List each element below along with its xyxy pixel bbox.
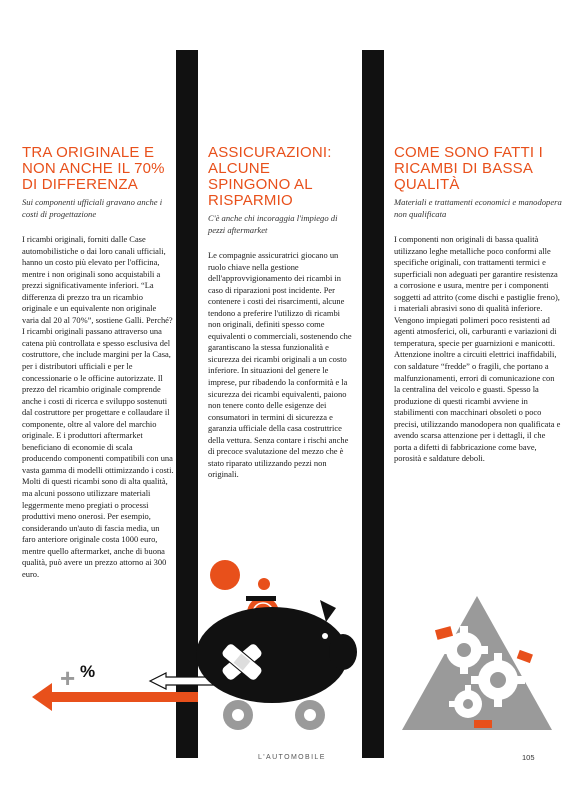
column-title: ASSICURAZIONI: ALCUNE SPINGONO AL RISPARMIO <box>208 144 332 209</box>
coin-icon <box>210 560 240 590</box>
column-body <box>22 234 174 580</box>
column-subtitle: Sui componenti ufficiali gravano anche i costi di progettazione <box>22 197 163 219</box>
column-title: TRA ORIGINALE E NON ANCHE IL 70% DI DIFFERENZA <box>22 144 165 193</box>
column-insurance <box>208 145 354 481</box>
piggy-bank-icon <box>196 607 348 703</box>
column-prices <box>22 145 174 580</box>
footer-magazine-name: L'AUTOMOBILE <box>258 754 326 761</box>
column-paragraph: Le compagnie assicuratrici giocano un ruolo chiave nella gestione dell'approvvigionamento dei ricambi in caso di riparazioni post incidente. Per contenere i costi dei risarcimenti, alcune tendono a preferire l'utilizzo di ricambi non originali, definiti spesso come equivalenti o commerciali, sostenendo che garantiscano la stessa funzionalità e sicurezza dei ricambi originali a un costo inferiore. In situazioni del genere le imprese, pur ribadendo la conformità e la sicurezza dei ricambi equivalenti, paiono non tenere conto delle esigenze dei consumatori in termini di sicurezza e garanzia ufficiale della casa costruttrice della vettura. Senza contare i rischi anche di precoce svalutazione del mezzo che è stato riparato utilizzando pezzi non originali. <box>208 250 352 480</box>
gear-fragment <box>517 650 533 663</box>
column-paragraph: I componenti non originali di bassa qualità utilizzano leghe metalliche poco conformi alle specifiche originali, con trattamenti termici e superficiali non adeguati per garantire resistenza a corrosione e usura, mentre per i componenti soggetti ad attrito (come dischi e pastiglie freno), i materiali abrasivi sono di qualità inferiore. Vengono impiegati polimeri poco resistenti ad agenti atmosferici, oli, carburanti e variazioni di temperatura, specie per guarnizioni e manicotti. Attenzione inoltre a circuiti elettrici inaffidabili, con saldature “fredde” o fragili, che portano a malfunzionamenti, errori di comunicazione con la centralina del veicolo e guasti. Spesso la produzione di questi ricambi avviene in stabilimenti con macchinari obsoleti o poco precisi, utilizzando manodopera non qualificata e avendo scarsa attenzione per i dettagli, il che porta a difetti di fabbricazione come bave, porosità e saldature deboli. <box>394 234 561 464</box>
column-paragraph: I ricambi originali, forniti dalle Case automobilistiche o dai loro canali ufficiali, hanno un costo più elevato per l'officina, mentre i non originali sono acquistabili a prezzi significativamente inferiori. “La differenza di prezzo tra un ricambio originale e un equivalente non originale varia dal 20 al 70%”, sostiene Galli. Perché? I ricambi originali passano attraverso una catena più controllata e spesso esclusiva del costruttore, che include margini per la Casa, per i distributori ufficiali e per le concessionarie o le officine autorizzate. Il prezzo del ricambio originale comprende anche i costi di ricerca e sviluppo sostenuti dal costruttore per progettare e collaudare il componente, oltre al valore del marchio originale. E i produttori aftermarket beneficiano di economie di scala producendo componenti compatibili con una vasta gamma di modelli ottimizzando i costi. Molti di questi ricambi sono di alta qualità, ma alcuni possono utilizzare materiali leggermente meno pregiati o processi produttivi meno onerosi. Per esempio, considerando un'auto di fascia media, un faro anteriore originale costa 1000 euro, mentre quello aftermarket, anche di buona qualità, può avere un prezzo attorno ai 300 euro. <box>22 234 174 579</box>
vertical-bar-right <box>362 50 384 758</box>
column-subtitle: Materiali e trattamenti economici e manodopera non qualificata <box>394 197 562 219</box>
gear-fragment <box>474 720 492 728</box>
column-body <box>208 250 354 481</box>
gear-fragment <box>435 626 453 640</box>
percent-symbol: % <box>80 662 96 681</box>
column-title: COME SONO FATTI I RICAMBI DI BASSA QUALITÀ <box>394 144 543 193</box>
piggy-bank-illustration <box>0 540 362 740</box>
column-subtitle: C'è anche chi incoraggia l'impiego di pezzi aftermarket <box>208 213 338 235</box>
arrow-left-icon <box>32 683 198 711</box>
warning-gears-illustration <box>392 588 562 738</box>
column-low-quality <box>394 145 562 465</box>
page-number: 105 <box>522 753 535 762</box>
plus-symbol: + <box>60 663 76 693</box>
column-body <box>394 234 562 465</box>
coin-icon <box>258 578 270 590</box>
